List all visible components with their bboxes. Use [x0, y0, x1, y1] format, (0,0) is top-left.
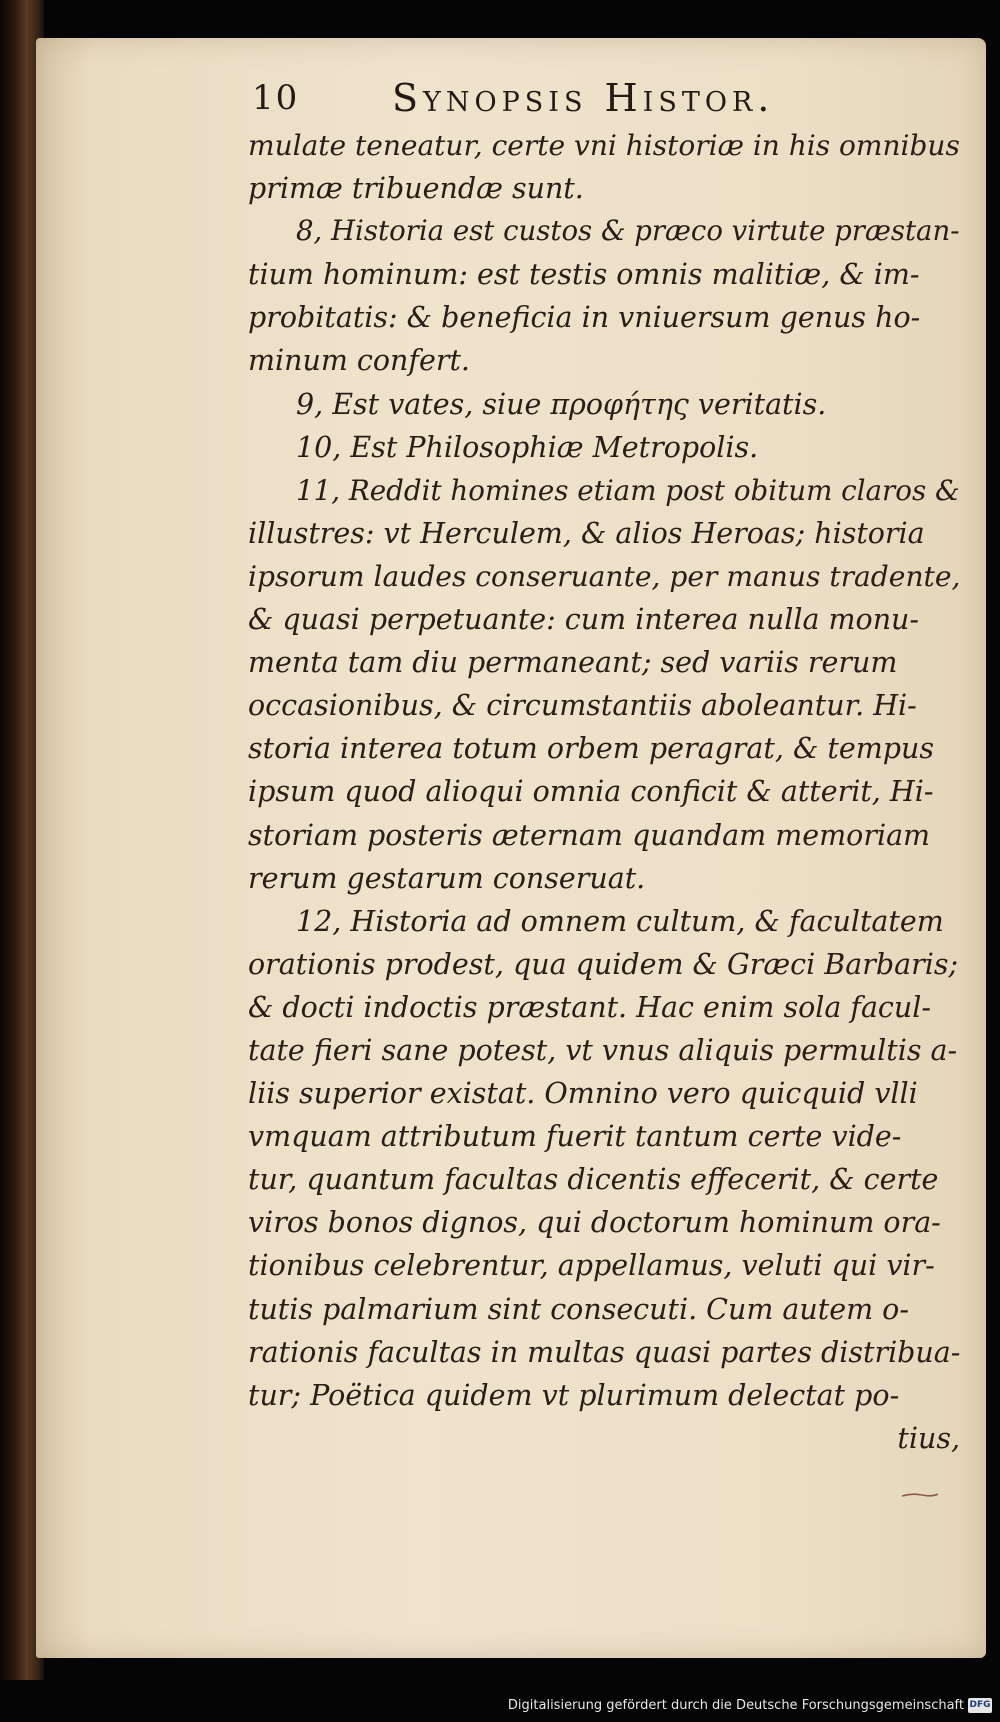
footer-credit: Digitalisierung gefördert durch die Deutsche Forschungsgemeinschaft	[507, 1698, 964, 1713]
text-line: vmquam attributum fuerit tantum certe vide-	[248, 1120, 902, 1154]
text-line: primæ tribuendæ sunt.	[248, 172, 584, 206]
text-line: tutis palmarium sint consecuti. Cum autem o-	[248, 1292, 909, 1326]
text-line: tur, quantum facultas dicentis effecerit, & certe	[248, 1163, 939, 1197]
ink-flourish	[900, 1492, 940, 1498]
text-line: liis superior existat. Omnino vero quicquid vlli	[248, 1077, 918, 1111]
text-line: ipsorum laudes conseruante, per manus tradente,	[248, 559, 961, 593]
text-line: 10, Est Philosophiæ Metropolis.	[296, 430, 759, 464]
text-line: storia interea totum orbem peragrat, & tempus	[248, 732, 934, 766]
text-line: ipsum quod alioqui omnia conficit & atterit, Hi-	[248, 775, 934, 809]
text-line: minum confert.	[248, 344, 470, 378]
text-line: orationis prodest, qua quidem & Græci Barbaris;	[248, 947, 959, 981]
text-line: 8, Historia est custos & præco virtute præstan-	[296, 215, 960, 248]
running-title: Synopsis Histor.	[392, 76, 775, 120]
text-line: tium hominum: est testis omnis malitiæ, & im-	[248, 258, 920, 292]
text-line: illustres: vt Herculem, & alios Heroas; historia	[248, 516, 925, 550]
text-line: storiam posteris æternam quandam memoriam	[248, 818, 931, 852]
text-line: & docti indoctis præstant. Hac enim sola facul-	[248, 990, 931, 1024]
text-block	[248, 124, 960, 1460]
text-line: 11, Reddit homines etiam post obitum claros &	[296, 473, 960, 507]
text-line: menta tam diu permaneant; sed variis rerum	[248, 646, 898, 680]
text-line: viros bonos dignos, qui doctorum hominum ora-	[248, 1206, 941, 1240]
dfg-logo: DFG	[968, 1698, 992, 1713]
text-line: 9, Est vates, siue προφήτης veritatis.	[296, 387, 827, 421]
text-line: tate fieri sane potest, vt vnus aliquis permultis a-	[248, 1033, 958, 1067]
text-line: rerum gestarum conseruat.	[248, 861, 646, 895]
text-line: mulate teneatur, certe vni historiæ in his omnibus	[248, 129, 960, 162]
page-number: 10	[252, 78, 300, 118]
text-line: tionibus celebrentur, appellamus, veluti qui vir-	[248, 1249, 935, 1283]
catchword: tius,	[897, 1421, 960, 1455]
digitization-footer	[0, 1692, 1000, 1722]
text-line: rationis facultas in multas quasi partes distribua-	[248, 1335, 961, 1369]
text-line: & quasi perpetuante: cum interea nulla monu-	[248, 603, 920, 637]
text-line: probitatis: & beneficia in vniuersum genus ho-	[248, 301, 921, 335]
text-line: occasionibus, & circumstantiis aboleantur. Hi-	[248, 689, 917, 723]
text-line: 12, Historia ad omnem cultum, & facultatem	[296, 904, 944, 938]
text-line: tur; Poëtica quidem vt plurimum delectat po-	[248, 1378, 900, 1412]
running-head	[252, 76, 862, 126]
